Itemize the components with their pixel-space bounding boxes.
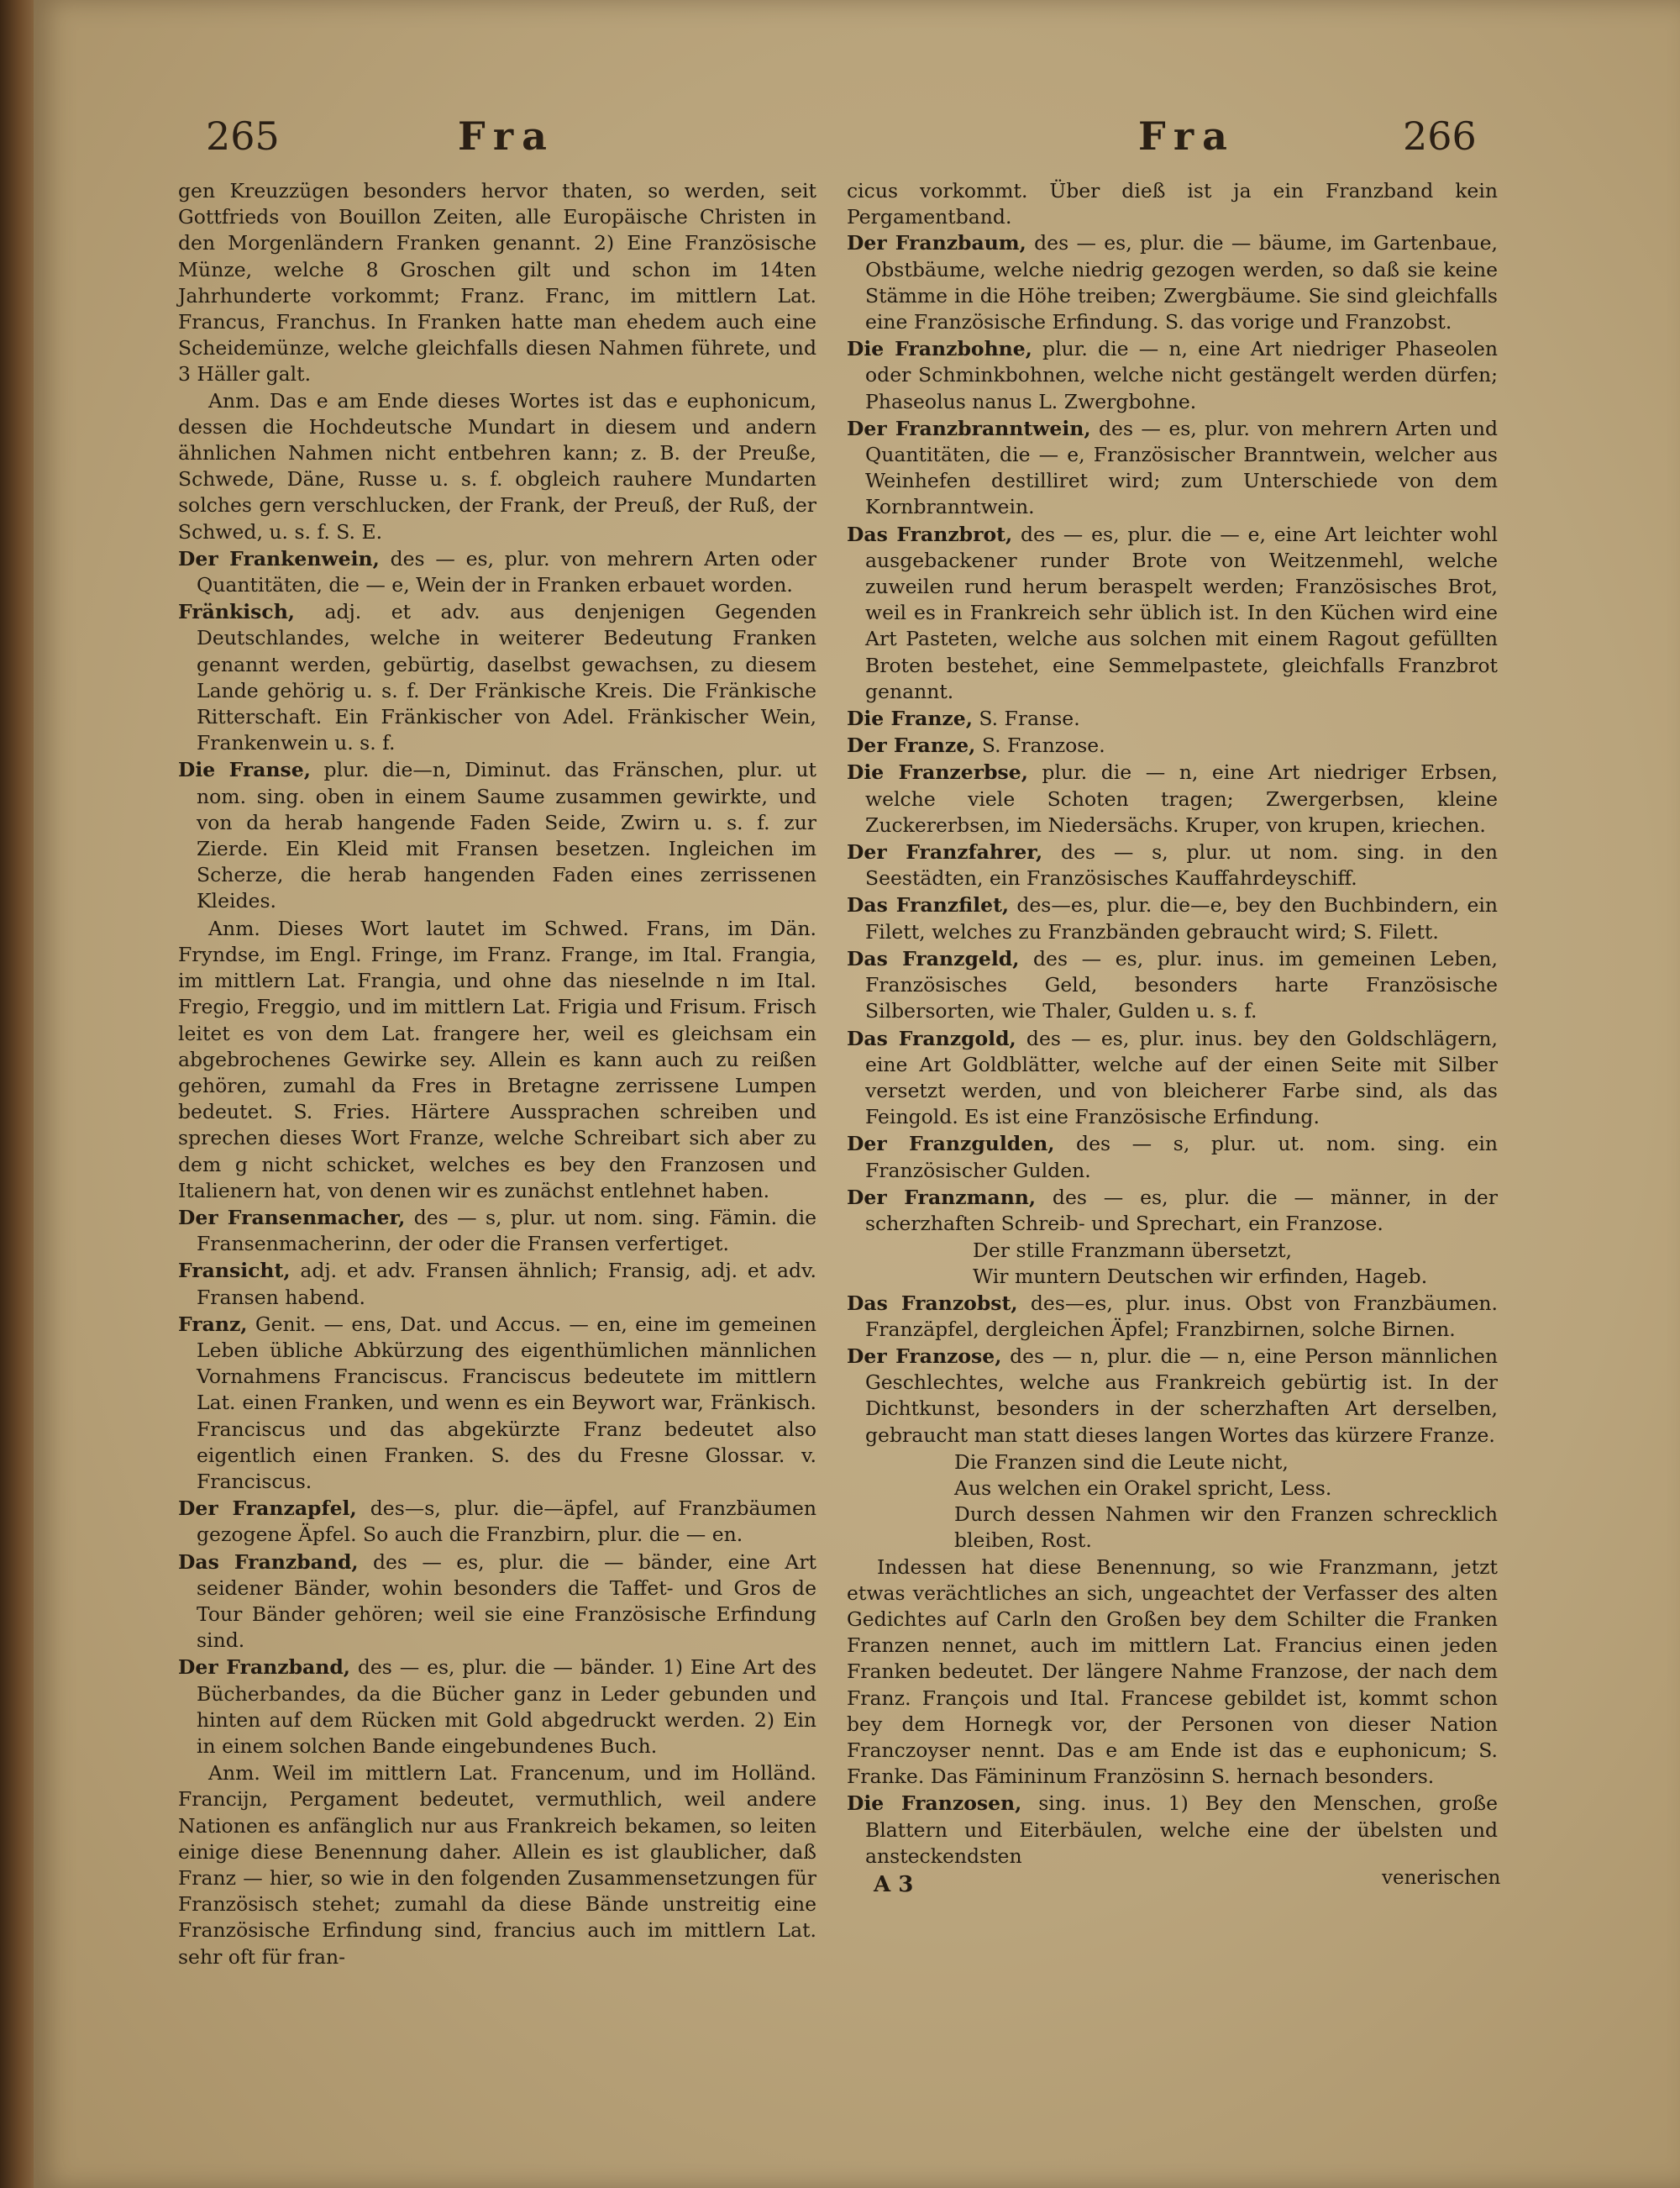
dictionary-entry [178, 599, 816, 756]
entry-text: S. Franse. [972, 707, 1080, 731]
verse-quote: Der stille Franzmann übersetzt, [973, 1239, 1293, 1263]
entry-headword: Das Franzband, [178, 1549, 359, 1574]
entry-headword: Franz, [178, 1312, 248, 1336]
entry-text: des — s, plur. ut. nom. sing. ein Französischer Gulden. [865, 1132, 1498, 1182]
verse-quote: Aus welchen ein Orakel spricht, Less. [954, 1475, 1332, 1500]
entry-headword: Die Franse, [178, 758, 311, 782]
entry-text: Genit. — ens, Dat. und Accus. — en, eine im gemeinen Leben übliche Abkürzung des eigenthümlichen männlichen Vornahmens Franciscus. Franciscus bedeutete im mittlern Lat. einen Franken, und wenn es ein Beywort war, Fränkisch. Franciscus und das abgekürzte Franz bedeutet also eigentlich einen Franken. S. des du Fresne Glossar. v. Franciscus. [197, 1312, 816, 1493]
dictionary-entry [847, 1291, 1498, 1343]
dictionary-entry [178, 1654, 816, 1759]
entry-headword: Der Franzbaum, [847, 231, 1026, 255]
dictionary-entry [847, 522, 1498, 705]
entry-headword: Der Franzfahrer, [847, 840, 1043, 865]
entry-headword: Der Franzband, [178, 1655, 350, 1680]
dictionary-entry [178, 1258, 816, 1310]
dictionary-entry [178, 757, 816, 914]
entry-headword: Das Franzgold, [847, 1026, 1016, 1050]
page-number-right: 266 [1403, 113, 1477, 159]
dictionary-entry [847, 706, 1498, 732]
annotation-paragraph: Anm. Das e am Ende dieses Wortes ist das e euphonicum, dessen die Hochdeutsche Mundart in diesem und andern ähnlichen Nahmen nicht entbehren kann; z. B. der Preuße, Schwede, Däne, Russe u. s. f. obgleich rauhere Mundarten solches gern verschlucken, der Frank, der Preuß, der Ruß, der Schwed, u. s. f. S. E. [178, 388, 816, 544]
entry-text: S. Franzose. [975, 734, 1105, 758]
running-head-left: Fra [458, 113, 555, 159]
book-page [34, 0, 1680, 2188]
dictionary-entry [178, 1496, 816, 1548]
verse-quote: Wir muntern Deutschen wir erfinden, Hageb. [973, 1265, 1428, 1289]
entry-headword: Die Franzerbse, [847, 760, 1028, 785]
dictionary-entry [847, 416, 1498, 521]
entry-headword: Das Franzbrot, [847, 522, 1013, 546]
annotation-paragraph: Indessen hat diese Benennung, so wie Franzmann, jetzt etwas verächtliches an sich, ungeachtet der Verfasser des alten Gedichtes auf Carln den Großen bey dem Schilter die Franken Franzen nennet, auch im mittlern Lat. Francius einen jeden Franken bedeutet. Der längere Nahme Franzose, der nach dem Franz. François und Ital. Francese gebildet ist, kommt schon bey dem Hornegk vor, der Personen von dieser Nation Franczoyser nennt. Das e am Ende ist das e euphonicum; S. Franke. Das Fämininum Französinn S. hernach besonders. [847, 1554, 1498, 1789]
dictionary-entry [847, 760, 1498, 839]
entry-headword: Der Franze, [847, 734, 976, 758]
dictionary-entry [847, 946, 1498, 1025]
dictionary-entry [847, 336, 1498, 415]
signature-mark: A 3 [874, 1872, 914, 1897]
verse-quote: Durch dessen Nahmen wir den Franzen schrecklich bleiben, Rost. [954, 1502, 1498, 1553]
entry-headword: Das Franzfilet, [847, 893, 1010, 918]
entry-text: des — es, plur. die — bänder, eine Art seidener Bänder, wohin besonders die Taffet- und Gros de Tour Bänder gehören; weil sie eine Französische Erfindung sind. [197, 1549, 816, 1653]
entry-text: des—es, plur. inus. Obst von Franzbäumen. Franzäpfel, dergleichen Äpfel; Franzbirnen, solche Birnen. [865, 1291, 1498, 1341]
entry-headword: Der Franzgulden, [847, 1132, 1055, 1156]
catchword: venerischen [1382, 1867, 1501, 1889]
annotation-paragraph: Anm. Weil im mittlern Lat. Francenum, und im Holländ. Francijn, Pergament bedeutet, vermuthlich, weil andere Nationen es anfänglich nur aus Frankreich bekamen, so leiten einige diese Benennung daher. Allein es ist glaublicher, daß Franz — hier, so wie in den folgenden Zusammensetzungen für Französisch stehet; zumahl da diese Bände unstreitig eine Französische Erfindung sind, francius auch im mittlern Lat. sehr oft für fran- [178, 1761, 816, 1969]
entry-text: des — es, plur. die — bäume, im Gartenbaue, Obstbäume, welche niedrig gezogen werden, so daß sie keine Stämme in die Höhe treiben; Zwergbäume. Sie sind gleichfalls eine Französische Erfindung. S. das vorige und Franzobst. [865, 231, 1498, 334]
entry-text: plur. die — n, eine Art niedriger Erbsen, welche viele Schoten tragen; Zwergerbsen, kleine Zuckererbsen, im Niedersächs. Kruper, von krupen, kriechen. [865, 760, 1498, 837]
entry-text: des — s, plur. ut nom. sing. Fämin. die Fransenmacherinn, der oder die Fransen verfertiget. [197, 1205, 816, 1256]
continued-text: cicus vorkommt. Über dieß ist ja ein Franzband kein Pergamentband. [847, 179, 1498, 229]
entry-headword: Fransicht, [178, 1259, 291, 1283]
dictionary-entry [847, 733, 1498, 759]
entry-text: des — es, plur. die — männer, in der scherzhaften Schreib- und Sprechart, ein Franzose. [865, 1185, 1498, 1235]
entry-text: des — s, plur. ut nom. sing. in den Seestädten, ein Französisches Kauffahrdeyschiff. [865, 840, 1498, 891]
entry-text: adj. et adv. Fransen ähnlich; Fransig, adj. et adv. Fransen habend. [197, 1259, 816, 1309]
entry-text: adj. et adv. aus denjenigen Gegenden Deutschlandes, welche in weiterer Bedeutung Franken genannt werden, gebürtig, daselbst gewachsen, zu diesem Lande gehörig u. s. f. Der Fränkische Kreis. Die Fränkische Ritterschaft. Ein Fränkischer von Adel. Fränkischer Wein, Frankenwein u. s. f. [197, 600, 816, 755]
entry-text: des — es, plur. inus. bey den Goldschlägern, eine Art Goldblätter, welche auf der einen Seite mit Silber versetzt werden, und von bleicherer Farbe sind, als das Feingold. Es ist eine Französische Erfindung. [865, 1026, 1498, 1129]
dictionary-entry [178, 1549, 816, 1654]
dictionary-entry [847, 1026, 1498, 1131]
verse-quote: Die Franzen sind die Leute nicht, [954, 1449, 1289, 1474]
dictionary-entry [847, 1791, 1498, 1870]
left-column [178, 178, 816, 1971]
dictionary-entry [847, 1131, 1498, 1183]
entry-headword: Das Franzgeld, [847, 946, 1020, 970]
entry-headword: Das Franzobst, [847, 1291, 1018, 1315]
entry-text: des — es, plur. von mehrern Arten und Quantitäten, die — e, Französischer Branntwein, welcher aus Weinhefen destilliret wird; zum Unterschiede von dem Kornbranntwein. [865, 416, 1499, 519]
entry-text: des — es, plur. von mehrern Arten oder Quantitäten, die — e, Wein der in Franken erbauet worden. [197, 546, 816, 597]
page-number-left: 265 [206, 113, 280, 159]
dictionary-entry [847, 839, 1498, 892]
entry-text: des — es, plur. die — bänder. 1) Eine Art des Bücherbandes, da die Bücher ganz in Leder gebunden und hinten auf dem Rücken mit Gold abgedruckt werden. 2) Ein in einem solchen Bande eingebundenes Buch. [197, 1655, 817, 1758]
entry-headword: Die Franzosen, [847, 1791, 1022, 1816]
running-head-right: Fra [1138, 113, 1236, 159]
entry-headword: Der Franzapfel, [178, 1496, 357, 1521]
entry-text: des—s, plur. die—äpfel, auf Franzbäumen gezogene Äpfel. So auch die Franzbirn, plur. die — en. [197, 1496, 816, 1547]
entry-headword: Die Franze, [847, 707, 973, 731]
dictionary-entry [847, 230, 1498, 335]
annotation-paragraph: Anm. Dieses Wort lautet im Schwed. Frans, im Dän. Fryndse, im Engl. Fringe, im Franz. Frange, im Ital. Frangia, im mittlern Lat. Frangia, und ohne das nieselnde n im Ital. Fregio, Freggio, und im mittlern Lat. Frigia und Frisum. Frisch leitet es von dem Lat. frangere her, weil es gleichsam ein abgebrochenes Gewirke sey. Allein es kann auch zu reißen gehören, zumahl da Fres in Bretagne zerrissene Lumpen bedeutet. S. Fries. Härtere Aussprachen schreiben und sprechen dieses Wort Franze, welche Schreibart sich aber zu dem g nicht schicket, welches es bey den Franzosen und Italienern hat, von denen wir es zunächst entlehnet haben. [178, 916, 816, 1202]
entry-headword: Der Franzbranntwein, [847, 416, 1091, 440]
right-column [847, 178, 1498, 1870]
dictionary-entry [178, 1205, 816, 1257]
entry-text: des—es, plur. die—e, bey den Buchbindern, ein Filett, welches zu Franzbänden gebraucht wird; S. Filett. [865, 893, 1499, 944]
dictionary-entry [847, 1185, 1498, 1237]
entry-headword: Der Frankenwein, [178, 546, 380, 571]
book-spine [0, 0, 37, 2188]
entry-headword: Der Fransenmacher, [178, 1205, 406, 1229]
entry-headword: Der Franzmann, [847, 1185, 1037, 1209]
entry-text: des — n, plur. die — n, eine Person männlichen Geschlechtes, welche aus Frankreich gebürtig ist. In der Dichtkunst, besonders in der scherzhaften Art derselben, gebraucht man statt dieses langen Wortes das kürzere Franze. [865, 1344, 1498, 1447]
entry-text: plur. die — n, eine Art niedriger Phaseolen oder Schminkbohnen, welche nicht gestängelt werden dürfen; Phaseolus nanus L. Zwergbohne. [865, 337, 1498, 413]
entry-headword: Fränkisch, [178, 600, 295, 624]
entry-headword: Der Franzose, [847, 1344, 1002, 1368]
entry-text: des — es, plur. die — e, eine Art leichter wohl ausgebackener runder Brote von Weitzenmehl, welche zuweilen rund herum beraspelt werden; Französisches Brot, weil es in Frankreich sehr üblich ist. In den Küchen wird eine Art Pasteten, welche aus solchen mit einem Ragout gefüllten Broten bestehet, eine Semmelpastete, gleichfalls Franzbrot genannt. [865, 522, 1498, 703]
dictionary-entry [847, 1344, 1498, 1449]
dictionary-entry [847, 892, 1498, 944]
continued-text: gen Kreuzzügen besonders hervor thaten, so werden, seit Gottfrieds von Bouillon Zeiten, alle Europäische Christen in den Morgenländern Franken genannt. 2) Eine Französische Münze, welche 8 Groschen gilt und schon im 14ten Jahrhunderte vorkommt; Franz. Franc, im mittlern Lat. Francus, Franchus. In Franken hatte man ehedem auch eine Scheidemünze, welche gleichfalls diesen Nahmen führete, und 3 Häller galt. [178, 179, 816, 387]
dictionary-entry [178, 546, 816, 598]
entry-text: des — es, plur. inus. im gemeinen Leben, Französisches Geld, besonders harte Französische Silbersorten, wie Thaler, Gulden u. s. f. [865, 946, 1498, 1023]
entry-text: sing. inus. 1) Bey den Menschen, große Blattern und Eiterbäulen, welche eine der übelsten und ansteckendsten [865, 1791, 1498, 1868]
entry-headword: Die Franzbohne, [847, 337, 1032, 361]
dictionary-entry [178, 1312, 816, 1495]
entry-text: plur. die—n, Diminut. das Fränschen, plur. ut nom. sing. oben in einem Saume zusammen gewirkte, und von da herab hangende Faden Seide, Zwirn u. s. f. zur Zierde. Ein Kleid mit Fransen besetzen. Ingleichen im Scherze, die herab hangenden Faden eines zerrissenen Kleides. [197, 758, 816, 913]
